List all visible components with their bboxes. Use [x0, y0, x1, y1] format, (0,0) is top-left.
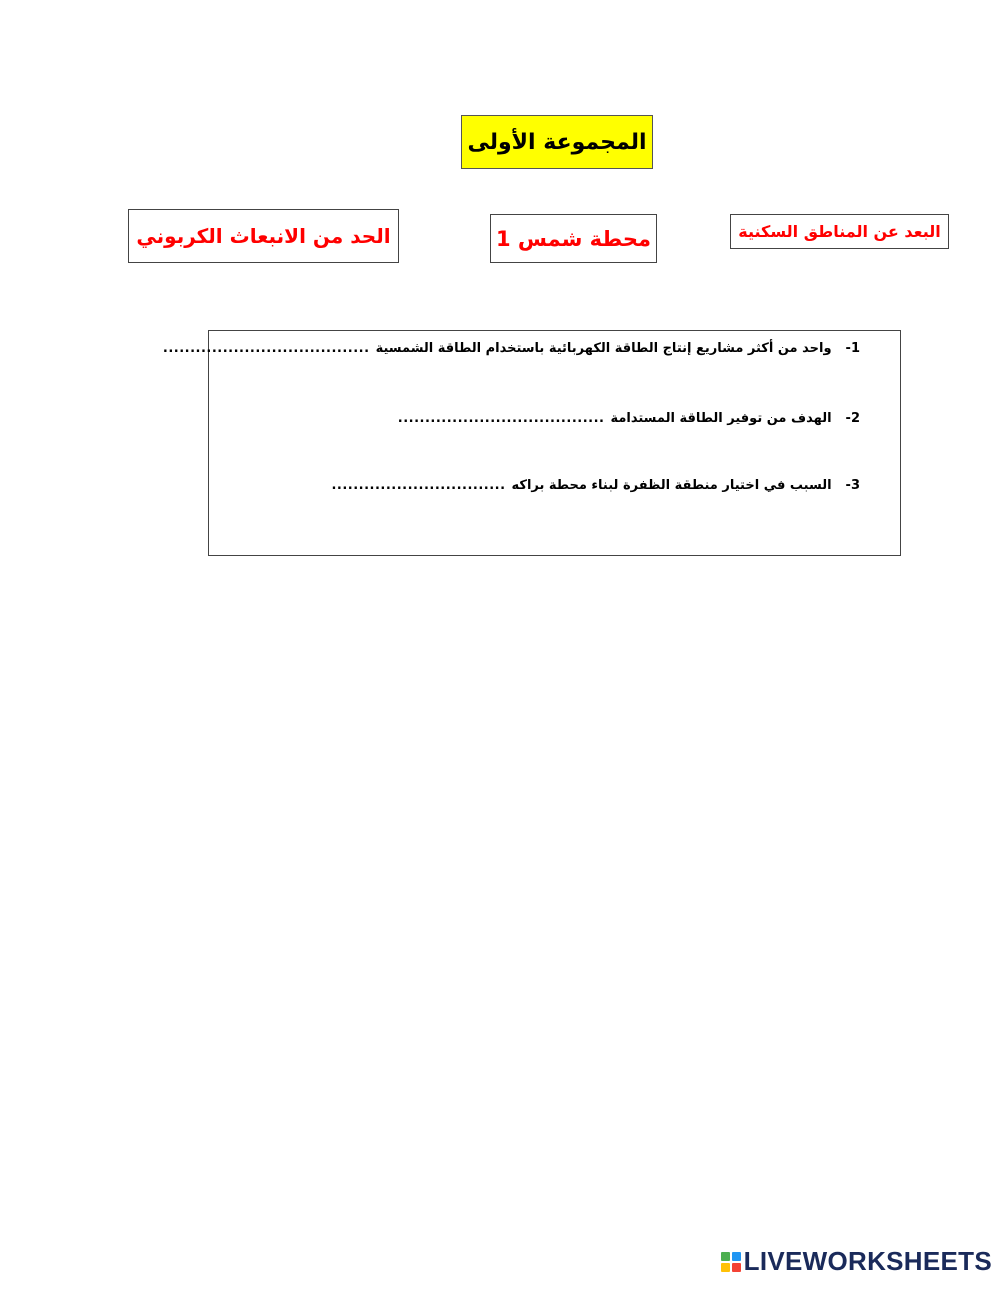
answer-option-carbon-reduction[interactable]: الحد من الانبعاث الكربوني: [128, 209, 399, 263]
answer-drop-zone-3[interactable]: [331, 478, 505, 493]
group-title: المجموعة الأولى: [461, 115, 653, 169]
answer-blank: ......................................: [162, 341, 370, 356]
question-number: -3: [845, 478, 860, 493]
question-row-1: [163, 341, 860, 356]
question-text: الهدف من توفير الطاقة المستدامة: [610, 411, 832, 426]
answer-drop-zone-2[interactable]: [398, 411, 605, 426]
logo-square-yellow: [721, 1263, 730, 1272]
question-row-2: [398, 411, 860, 426]
liveworksheets-logo: [721, 1246, 992, 1277]
liveworksheets-logo-icon: [721, 1252, 741, 1272]
answer-drop-zone-1[interactable]: [163, 341, 370, 356]
question-number: -2: [845, 411, 860, 426]
logo-square-red: [732, 1263, 741, 1272]
answer-blank: ......................................: [397, 411, 605, 426]
question-number: -1: [845, 341, 860, 356]
answer-blank: ................................: [331, 478, 506, 493]
answer-option-remote-areas[interactable]: البعد عن المناطق السكنية: [730, 214, 949, 249]
question-text: واحد من أكثر مشاريع إنتاج الطاقة الكهربائية باستخدام الطاقة الشمسية: [375, 341, 832, 356]
question-row-3: [331, 478, 860, 493]
answer-option-shams-station[interactable]: محطة شمس 1: [490, 214, 657, 263]
question-text: السبب في اختيار منطقة الظفرة لبناء محطة براكه: [511, 478, 832, 493]
liveworksheets-logo-text: LIVEWORKSHEETS: [743, 1246, 992, 1276]
question-panel: [162, 330, 901, 556]
logo-square-blue: [732, 1252, 741, 1261]
logo-square-green: [721, 1252, 730, 1261]
